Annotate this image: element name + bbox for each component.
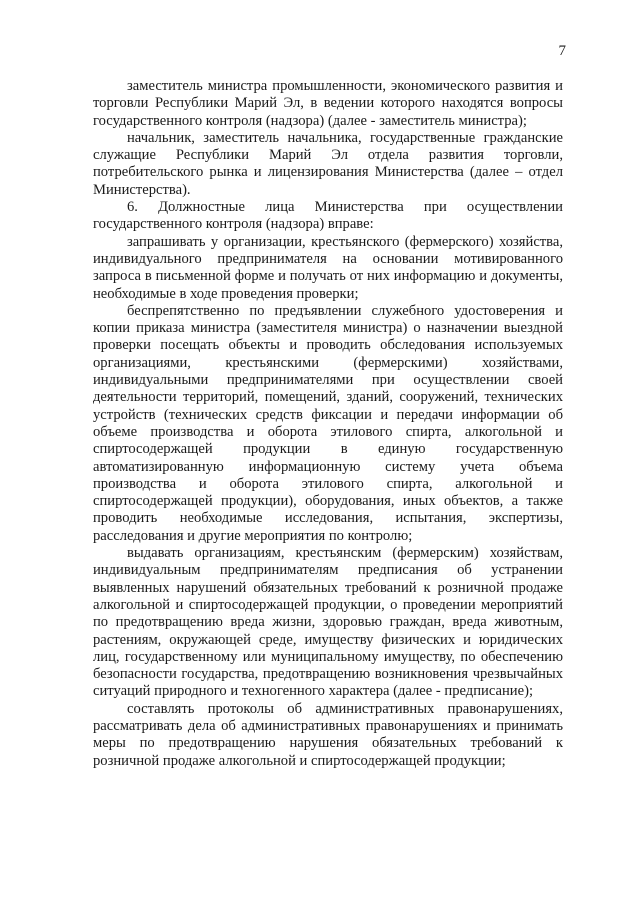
- paragraph-protocols: составлять протоколы об административных правонарушениях, рассматривать дела об административных правонарушениях и принимать меры по предотвращению нарушения обязательных требований к розничной продаже алкогольной и спиртосодержащей продукции;: [93, 700, 563, 769]
- paragraph-issue-orders: выдавать организациям, крестьянским (фермерским) хозяйствам, индивидуальным предпринимателям предписания об устранении выявленных нарушений обязательных требований к розничной продаже алкогольной и спиртосодержащей продукции, о проведении мероприятий по предотвращению вреда жизни, здоровью граждан, вреда животным, растениям, окружающей среде, имуществу физических и юридических лиц, государственному или муниципальному имуществу, по обеспечению безопасности государства, предотвращению возникновения чрезвычайных ситуаций природного и техногенного характера (далее - предписание);: [93, 545, 563, 700]
- document-body: [93, 78, 563, 770]
- paragraph-request-information: запрашивать у организации, крестьянского (фермерского) хозяйства, индивидуального предпринимателя на основании мотивированного запроса в письменной форме и получать от них информацию и документы, необходимые в ходе проведения проверки;: [93, 233, 563, 302]
- page-number: 7: [558, 43, 566, 59]
- paragraph-unimpeded-inspection: беспрепятственно по предъявлении служебного удостоверения и копии приказа министра (заместителя министра) о назначении выездной проверки посещать объекты и проводить обследования используемых организациями, крестьянскими (фермерскими) хозяйствами, индивидуальными предпринимателями при осуществлении своей деятельности территорий, помещений, зданий, сооружений, технических устройств (технических средств фиксации и передачи информации об объеме производства и оборота этилового спирта, алкогольной и спиртосодержащей продукции в единую государственную автоматизированную информационную систему учета объема производства и оборота этилового спирта, алкогольной и спиртосодержащей продукции), оборудования, иных объектов, а также проводить необходимые исследования, испытания, экспертизы, расследования и другие мероприятия по контролю;: [93, 302, 563, 544]
- paragraph-deputy-minister: заместитель министра промышленности, экономического развития и торговли Республики Марий Эл, в ведении которого находятся вопросы государственного контроля (надзора) (далее - заместитель министра);: [93, 78, 563, 129]
- paragraph-rights-heading: 6. Должностные лица Министерства при осуществлении государственного контроля (надзора) вправе:: [93, 199, 563, 233]
- paragraph-department-staff: начальник, заместитель начальника, государственные гражданские служащие Республики Марий Эл отдела развития торговли, потребительского рынка и лицензирования Министерства (далее – отдел Министерства).: [93, 129, 563, 198]
